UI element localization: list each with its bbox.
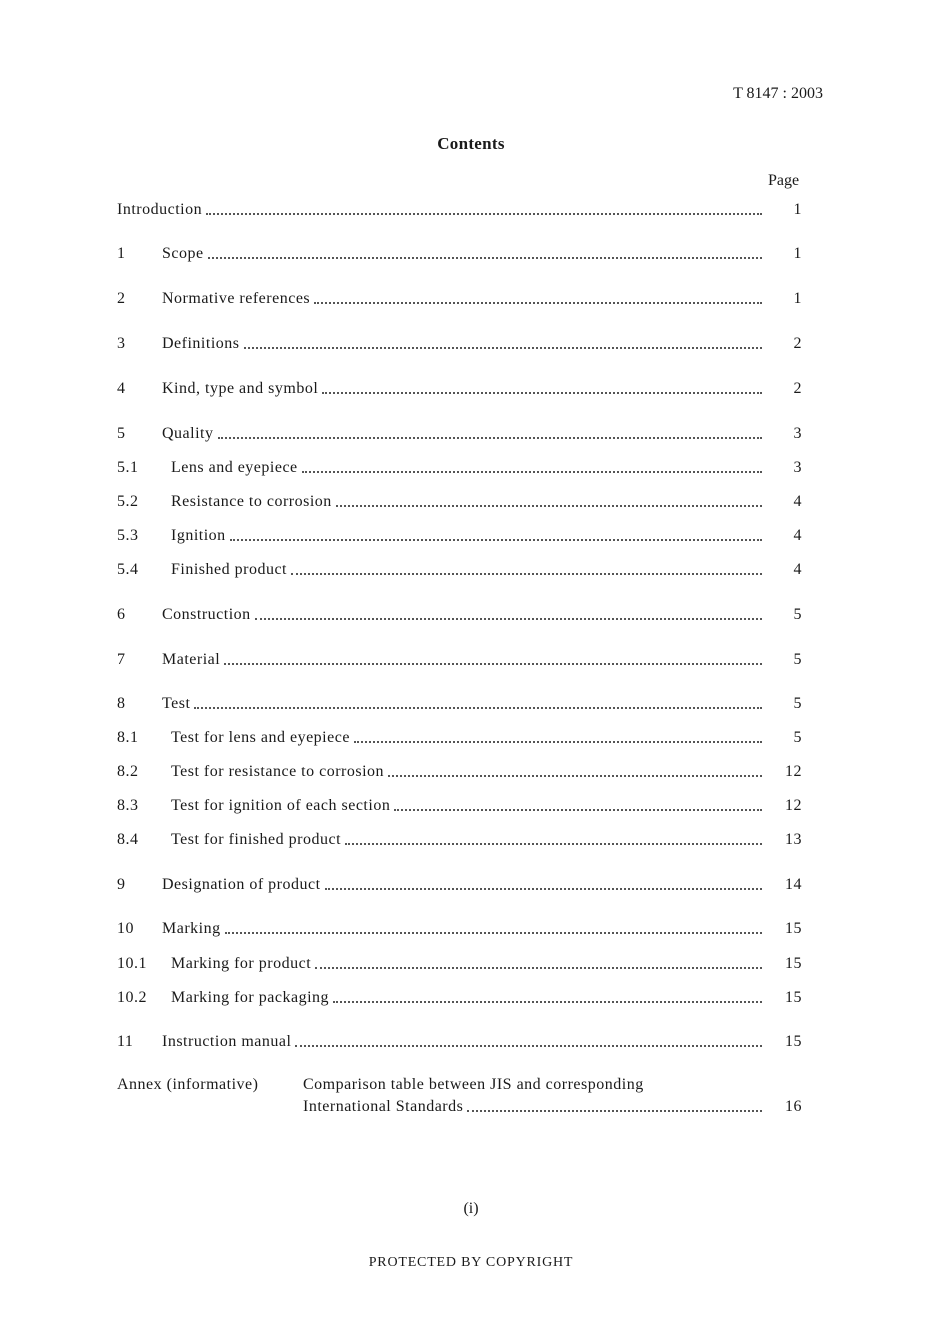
toc-entry-page: 1: [793, 290, 802, 307]
toc-entry-number: 8.4: [117, 831, 139, 848]
toc-entry-number: 8: [117, 695, 126, 712]
toc-entry-page: 12: [785, 763, 802, 780]
toc-entry-number: 9: [117, 876, 126, 893]
toc-entry[interactable]: [117, 953, 802, 975]
toc-entry-number: 11: [117, 1033, 134, 1050]
dot-leader: [388, 775, 762, 777]
dot-leader: [244, 347, 763, 349]
toc-entry-number: 10.1: [117, 955, 147, 972]
toc-entry-label: Quality: [162, 425, 214, 442]
toc-entry-number: 5.4: [117, 561, 139, 578]
toc-entry-number: 3: [117, 335, 126, 352]
toc-entry-page: 5: [793, 729, 802, 746]
dot-leader: [345, 843, 762, 845]
dot-leader: [394, 809, 762, 811]
toc-entry-number: 7: [117, 651, 126, 668]
toc-entry-label: Marking for product: [171, 955, 312, 972]
toc-entry-page: 14: [785, 876, 802, 893]
dot-leader: [206, 213, 762, 215]
document-id: T 8147 : 2003: [733, 85, 823, 102]
dot-leader: [314, 302, 762, 304]
toc-entry[interactable]: [117, 918, 802, 940]
toc-entry-label: Marking: [162, 920, 221, 937]
toc-entry-page: 12: [785, 797, 802, 814]
toc-entry-number: 5.1: [117, 459, 139, 476]
toc-entry-number: 5.3: [117, 527, 139, 544]
dot-leader: [194, 707, 762, 709]
toc-entry-label: Kind, type and symbol: [162, 380, 319, 397]
dot-leader: [295, 1045, 762, 1047]
toc-entry[interactable]: [117, 378, 802, 400]
toc-entry-label: Ignition: [171, 527, 226, 544]
toc-entry-page: 5: [793, 695, 802, 712]
toc-entry-label: Test: [162, 695, 191, 712]
toc-entry[interactable]: [117, 604, 802, 626]
copyright-notice: PROTECTED BY COPYRIGHT: [368, 1255, 574, 1270]
toc-entry-number: 8.1: [117, 729, 139, 746]
toc-entry-label: Resistance to corrosion: [171, 493, 332, 510]
dot-leader: [208, 257, 762, 259]
toc-entry[interactable]: [117, 795, 802, 817]
toc-entry-label: Normative references: [162, 290, 311, 307]
toc-entry-label: Construction: [162, 606, 251, 623]
toc-entry-page: 15: [785, 1033, 802, 1050]
toc-entry-page: 5: [793, 606, 802, 623]
page-column-label: Page: [768, 172, 800, 189]
toc-entry[interactable]: [117, 727, 802, 749]
toc-entry[interactable]: [117, 333, 802, 355]
toc-entry-label: Designation of product: [162, 876, 321, 893]
toc-entry[interactable]: [117, 874, 802, 896]
page-title: Contents: [437, 134, 505, 153]
toc-entry-number: 8.3: [117, 797, 139, 814]
toc-entry-number: 6: [117, 606, 126, 623]
toc-entry-introduction[interactable]: [117, 199, 802, 221]
toc-entry-page: 13: [785, 831, 802, 848]
dot-leader: [467, 1110, 762, 1112]
toc-entry[interactable]: [117, 559, 802, 581]
toc-entry[interactable]: [117, 693, 802, 715]
annex-title-line1: Comparison table between JIS and corresponding: [303, 1076, 644, 1093]
toc-entry-number: 10.2: [117, 989, 147, 1006]
toc-entry-label: Material: [162, 651, 221, 668]
toc-entry-label: Test for lens and eyepiece: [171, 729, 350, 746]
toc-entry[interactable]: [117, 491, 802, 513]
toc-entry-label: Instruction manual: [162, 1033, 292, 1050]
dot-leader: [218, 437, 763, 439]
toc-entry-page: 16: [785, 1098, 802, 1115]
toc-entry-label: Scope: [162, 245, 204, 262]
annex-first-line: [117, 1076, 644, 1094]
toc-entry-number: 5.2: [117, 493, 139, 510]
annex-second-line: [303, 1096, 802, 1118]
dot-leader: [224, 663, 762, 665]
annex-title-line2: International Standards: [303, 1098, 464, 1115]
toc-entry-page: 15: [785, 920, 802, 937]
footer-page-number: (i): [463, 1200, 479, 1217]
dot-leader: [336, 505, 762, 507]
toc-entry-label: Test for resistance to corrosion: [171, 763, 385, 780]
toc-entry-number: 10: [117, 920, 134, 937]
toc-entry-label: Test for ignition of each section: [171, 797, 391, 814]
toc-entry-page: 1: [793, 201, 802, 218]
toc-entry-label: Marking for packaging: [171, 989, 330, 1006]
dot-leader: [315, 967, 762, 969]
dot-leader: [354, 741, 762, 743]
dot-leader: [325, 888, 762, 890]
toc-entry-number: 2: [117, 290, 126, 307]
dot-leader: [230, 539, 762, 541]
toc-entry[interactable]: [117, 288, 802, 310]
toc-entry-page: 3: [793, 425, 802, 442]
annex-prefix: Annex (informative): [117, 1076, 259, 1093]
toc-entry-page: 1: [793, 245, 802, 262]
toc-entry-label: Finished product: [171, 561, 287, 578]
toc-entry-label: Test for finished product: [171, 831, 342, 848]
dot-leader: [225, 932, 762, 934]
toc-entry-page: 15: [785, 989, 802, 1006]
toc-entry-label: Lens and eyepiece: [171, 459, 298, 476]
dot-leader: [333, 1001, 762, 1003]
toc-entry[interactable]: [117, 525, 802, 547]
toc-entry[interactable]: [117, 423, 802, 445]
toc-entry-label: Introduction: [117, 201, 203, 218]
dot-leader: [302, 471, 762, 473]
toc-entry-number: 4: [117, 380, 126, 397]
toc-entry[interactable]: [117, 829, 802, 851]
toc-entry-number: 5: [117, 425, 126, 442]
toc-entry-label: Definitions: [162, 335, 240, 352]
toc-entry-page: 4: [793, 527, 802, 544]
toc-entry[interactable]: [117, 987, 802, 1009]
toc-entry-page: 2: [793, 380, 802, 397]
toc-entry-page: 15: [785, 955, 802, 972]
toc-entry[interactable]: [117, 649, 802, 671]
toc-entry-page: 3: [793, 459, 802, 476]
dot-leader: [291, 573, 762, 575]
toc-entry-page: 5: [793, 651, 802, 668]
toc-entry-number: 1: [117, 245, 126, 262]
dot-leader: [322, 392, 762, 394]
toc-entry[interactable]: [117, 243, 802, 265]
toc-entry-page: 2: [793, 335, 802, 352]
toc-entry-page: 4: [793, 561, 802, 578]
dot-leader: [255, 618, 762, 620]
toc-entry-page: 4: [793, 493, 802, 510]
toc-entry[interactable]: [117, 1031, 802, 1053]
toc-entry[interactable]: [117, 761, 802, 783]
toc-entry-number: 8.2: [117, 763, 139, 780]
toc-entry[interactable]: [117, 457, 802, 479]
